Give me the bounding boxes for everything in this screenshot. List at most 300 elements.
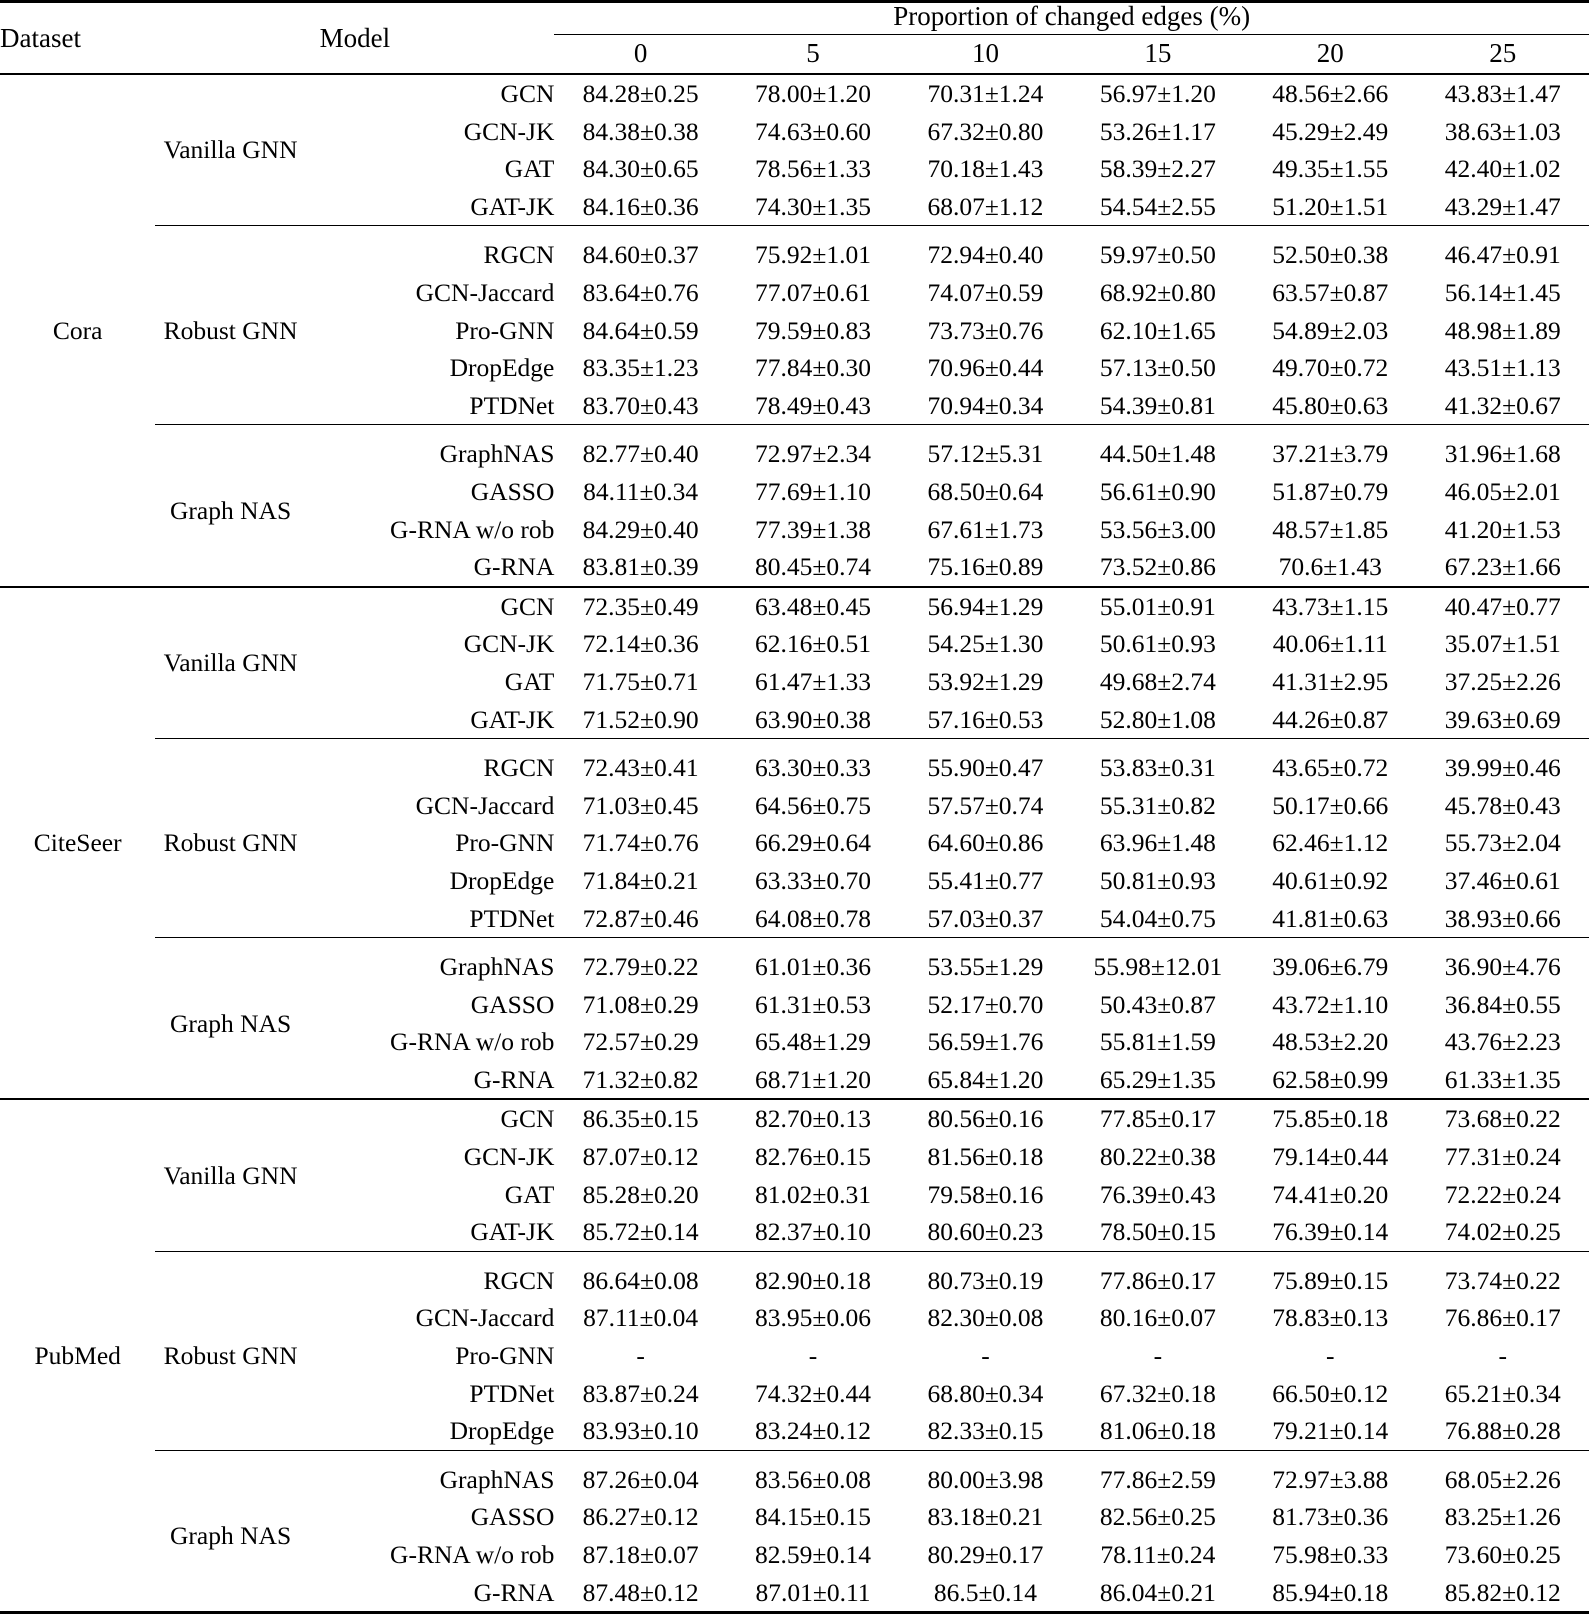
model-label: G-RNA: [306, 1061, 555, 1100]
value-cell: 73.74±0.22: [1417, 1262, 1589, 1300]
value-cell: 80.73±0.19: [899, 1262, 1071, 1300]
value-cell: 63.33±0.70: [727, 862, 899, 900]
value-cell: 84.11±0.34: [554, 473, 726, 511]
value-cell: 64.56±0.75: [727, 787, 899, 825]
value-cell: 75.92±1.01: [727, 236, 899, 274]
value-cell: 72.97±3.88: [1244, 1461, 1416, 1499]
value-cell: 74.07±0.59: [899, 274, 1071, 312]
value-cell: 80.22±0.38: [1072, 1138, 1244, 1176]
value-cell: 72.22±0.24: [1417, 1176, 1589, 1214]
value-cell: 48.53±2.20: [1244, 1023, 1416, 1061]
value-cell: 70.96±0.44: [899, 349, 1071, 387]
value-cell: 67.32±0.18: [1072, 1375, 1244, 1413]
model-label: PTDNet: [306, 387, 555, 425]
value-cell-empty: -: [554, 1337, 726, 1375]
value-cell: 45.80±0.63: [1244, 387, 1416, 425]
value-cell: 75.98±0.33: [1244, 1536, 1416, 1574]
value-cell: 76.39±0.43: [1072, 1176, 1244, 1214]
value-cell: 80.60±0.23: [899, 1213, 1071, 1251]
value-cell: 61.31±0.53: [727, 986, 899, 1024]
value-cell: 54.89±2.03: [1244, 312, 1416, 350]
header-tick-25: 25: [1417, 35, 1589, 75]
value-cell: 68.05±2.26: [1417, 1461, 1589, 1499]
value-cell: 56.14±1.45: [1417, 274, 1589, 312]
value-cell: 41.32±0.67: [1417, 387, 1589, 425]
value-cell: 71.08±0.29: [554, 986, 726, 1024]
value-cell: 56.61±0.90: [1072, 473, 1244, 511]
value-cell: 59.97±0.50: [1072, 236, 1244, 274]
value-cell: 64.08±0.78: [727, 899, 899, 937]
value-cell: 43.73±1.15: [1244, 588, 1416, 626]
value-cell: 62.46±1.12: [1244, 824, 1416, 862]
value-cell: 65.84±1.20: [899, 1061, 1071, 1100]
value-cell: 73.73±0.76: [899, 312, 1071, 350]
value-cell: 81.73±0.36: [1244, 1498, 1416, 1536]
value-cell: 50.61±0.93: [1072, 625, 1244, 663]
value-cell: 80.00±3.98: [899, 1461, 1071, 1499]
value-cell-empty: -: [1417, 1337, 1589, 1375]
value-cell: 37.25±2.26: [1417, 663, 1589, 701]
value-cell: 70.94±0.34: [899, 387, 1071, 425]
value-cell: 71.03±0.45: [554, 787, 726, 825]
value-cell: 78.00±1.20: [727, 75, 899, 113]
value-cell: 56.59±1.76: [899, 1023, 1071, 1061]
value-cell-empty: -: [1072, 1337, 1244, 1375]
model-label: RGCN: [306, 236, 555, 274]
value-cell: 86.35±0.15: [554, 1100, 726, 1138]
model-label: G-RNA w/o rob: [306, 1023, 555, 1061]
model-label: GraphNAS: [306, 435, 555, 473]
value-cell: 58.39±2.27: [1072, 150, 1244, 188]
table-row: [0, 1100, 1589, 1138]
model-label: DropEdge: [306, 349, 555, 387]
value-cell: 79.58±0.16: [899, 1176, 1071, 1214]
value-cell: 81.56±0.18: [899, 1138, 1071, 1176]
value-cell: 53.56±3.00: [1072, 511, 1244, 549]
model-label: GCN-Jaccard: [306, 787, 555, 825]
value-cell: 84.15±0.15: [727, 1498, 899, 1536]
value-cell: 61.47±1.33: [727, 663, 899, 701]
group-label: Vanilla GNN: [155, 588, 305, 739]
value-cell: 74.41±0.20: [1244, 1176, 1416, 1214]
model-label: GASSO: [306, 986, 555, 1024]
value-cell: 76.86±0.17: [1417, 1299, 1589, 1337]
dataset-label-citeseer: CiteSeer: [0, 588, 155, 1100]
value-cell: 75.16±0.89: [899, 548, 1071, 587]
value-cell: 77.39±1.38: [727, 511, 899, 549]
value-cell: 41.20±1.53: [1417, 511, 1589, 549]
value-cell: 80.16±0.07: [1072, 1299, 1244, 1337]
header-tick-20: 20: [1244, 35, 1416, 75]
model-label: GCN: [306, 588, 555, 626]
value-cell: 77.85±0.17: [1072, 1100, 1244, 1138]
value-cell: 73.68±0.22: [1417, 1100, 1589, 1138]
table-row: [0, 749, 1589, 787]
value-cell: 83.93±0.10: [554, 1412, 726, 1450]
model-label: GAT: [306, 1176, 555, 1214]
model-label: RGCN: [306, 1262, 555, 1300]
value-cell: 61.33±1.35: [1417, 1061, 1589, 1100]
value-cell: 63.30±0.33: [727, 749, 899, 787]
table-row: [0, 1461, 1589, 1499]
model-label: G-RNA w/o rob: [306, 511, 555, 549]
value-cell: 83.18±0.21: [899, 1498, 1071, 1536]
value-cell: 63.57±0.87: [1244, 274, 1416, 312]
value-cell: 77.69±1.10: [727, 473, 899, 511]
value-cell: 83.70±0.43: [554, 387, 726, 425]
value-cell: 65.21±0.34: [1417, 1375, 1589, 1413]
value-cell: 39.06±6.79: [1244, 948, 1416, 986]
value-cell: 83.25±1.26: [1417, 1498, 1589, 1536]
model-label: GAT-JK: [306, 1213, 555, 1251]
value-cell: 82.59±0.14: [727, 1536, 899, 1574]
group-label: Vanilla GNN: [155, 1100, 305, 1251]
table-row: [0, 1262, 1589, 1300]
value-cell: 55.98±12.01: [1072, 948, 1244, 986]
value-cell: 43.51±1.13: [1417, 349, 1589, 387]
model-label: G-RNA: [306, 1574, 555, 1613]
value-cell: 73.60±0.25: [1417, 1536, 1589, 1574]
value-cell: 84.16±0.36: [554, 188, 726, 226]
value-cell: 76.88±0.28: [1417, 1412, 1589, 1450]
value-cell: 44.50±1.48: [1072, 435, 1244, 473]
value-cell: 84.30±0.65: [554, 150, 726, 188]
value-cell: 82.76±0.15: [727, 1138, 899, 1176]
value-cell: 68.71±1.20: [727, 1061, 899, 1100]
value-cell: 56.94±1.29: [899, 588, 1071, 626]
value-cell: 31.96±1.68: [1417, 435, 1589, 473]
group-label: Robust GNN: [155, 749, 305, 937]
value-cell: 72.87±0.46: [554, 899, 726, 937]
value-cell: 75.85±0.18: [1244, 1100, 1416, 1138]
group-label: Robust GNN: [155, 1262, 305, 1450]
value-cell: 87.01±0.11: [727, 1574, 899, 1613]
value-cell: 57.12±5.31: [899, 435, 1071, 473]
value-cell: 66.50±0.12: [1244, 1375, 1416, 1413]
value-cell: 68.92±0.80: [1072, 274, 1244, 312]
value-cell: 85.82±0.12: [1417, 1574, 1589, 1613]
value-cell: 48.56±2.66: [1244, 75, 1416, 113]
value-cell: 54.39±0.81: [1072, 387, 1244, 425]
value-cell: 40.06±1.11: [1244, 625, 1416, 663]
value-cell: 70.6±1.43: [1244, 548, 1416, 587]
value-cell: 84.38±0.38: [554, 113, 726, 151]
model-label: GCN: [306, 75, 555, 113]
value-cell: 72.94±0.40: [899, 236, 1071, 274]
header-dataset: Dataset: [0, 3, 155, 74]
value-cell: 67.61±1.73: [899, 511, 1071, 549]
value-cell: 68.50±0.64: [899, 473, 1071, 511]
value-cell: 80.56±0.16: [899, 1100, 1071, 1138]
value-cell: 82.70±0.13: [727, 1100, 899, 1138]
value-cell: 77.86±2.59: [1072, 1461, 1244, 1499]
value-cell-empty: -: [1244, 1337, 1416, 1375]
model-label: PTDNet: [306, 899, 555, 937]
value-cell: 73.52±0.86: [1072, 548, 1244, 587]
value-cell: 62.16±0.51: [727, 625, 899, 663]
value-cell: 38.63±1.03: [1417, 113, 1589, 151]
value-cell: 64.60±0.86: [899, 824, 1071, 862]
value-cell: 72.79±0.22: [554, 948, 726, 986]
value-cell: 76.39±0.14: [1244, 1213, 1416, 1251]
model-label: Pro-GNN: [306, 824, 555, 862]
value-cell: 37.21±3.79: [1244, 435, 1416, 473]
value-cell: 57.57±0.74: [899, 787, 1071, 825]
value-cell: 43.29±1.47: [1417, 188, 1589, 226]
value-cell: 55.81±1.59: [1072, 1023, 1244, 1061]
value-cell: 55.73±2.04: [1417, 824, 1589, 862]
value-cell: 39.63±0.69: [1417, 701, 1589, 739]
model-label: GraphNAS: [306, 948, 555, 986]
value-cell: 70.31±1.24: [899, 75, 1071, 113]
value-cell: 72.43±0.41: [554, 749, 726, 787]
value-cell: 80.29±0.17: [899, 1536, 1071, 1574]
value-cell: 71.84±0.21: [554, 862, 726, 900]
value-cell: 57.03±0.37: [899, 899, 1071, 937]
value-cell: 51.87±0.79: [1244, 473, 1416, 511]
value-cell: 87.26±0.04: [554, 1461, 726, 1499]
dataset-label-cora: Cora: [0, 75, 155, 587]
header-tick-0: 0: [554, 35, 726, 75]
value-cell: 48.57±1.85: [1244, 511, 1416, 549]
value-cell: 62.10±1.65: [1072, 312, 1244, 350]
value-cell: 84.64±0.59: [554, 312, 726, 350]
model-label: GAT: [306, 663, 555, 701]
value-cell: 74.32±0.44: [727, 1375, 899, 1413]
value-cell: 55.31±0.82: [1072, 787, 1244, 825]
dataset-label-pubmed: PubMed: [0, 1100, 155, 1612]
value-cell: 77.07±0.61: [727, 274, 899, 312]
value-cell: 44.26±0.87: [1244, 701, 1416, 739]
group-label: Robust GNN: [155, 236, 305, 424]
value-cell: 66.29±0.64: [727, 824, 899, 862]
value-cell: 81.02±0.31: [727, 1176, 899, 1214]
value-cell: 77.84±0.30: [727, 349, 899, 387]
value-cell: 87.07±0.12: [554, 1138, 726, 1176]
value-cell-empty: -: [899, 1337, 1071, 1375]
value-cell: 79.59±0.83: [727, 312, 899, 350]
value-cell: 55.01±0.91: [1072, 588, 1244, 626]
value-cell: 43.72±1.10: [1244, 986, 1416, 1024]
value-cell: 57.16±0.53: [899, 701, 1071, 739]
value-cell: 39.99±0.46: [1417, 749, 1589, 787]
value-cell: 85.28±0.20: [554, 1176, 726, 1214]
value-cell: 36.90±4.76: [1417, 948, 1589, 986]
value-cell: 82.77±0.40: [554, 435, 726, 473]
value-cell: 83.87±0.24: [554, 1375, 726, 1413]
model-label: Pro-GNN: [306, 312, 555, 350]
value-cell: 82.37±0.10: [727, 1213, 899, 1251]
header-tick-5: 5: [727, 35, 899, 75]
value-cell: 49.35±1.55: [1244, 150, 1416, 188]
value-cell: 67.23±1.66: [1417, 548, 1589, 587]
value-cell: 68.80±0.34: [899, 1375, 1071, 1413]
model-label: RGCN: [306, 749, 555, 787]
value-cell: 50.81±0.93: [1072, 862, 1244, 900]
value-cell: 81.06±0.18: [1072, 1412, 1244, 1450]
value-cell: 83.64±0.76: [554, 274, 726, 312]
value-cell: 86.5±0.14: [899, 1574, 1071, 1613]
value-cell: 41.81±0.63: [1244, 899, 1416, 937]
value-cell: 61.01±0.36: [727, 948, 899, 986]
table-row: [0, 435, 1589, 473]
value-cell: 80.45±0.74: [727, 548, 899, 587]
model-label: GCN-JK: [306, 1138, 555, 1176]
value-cell: 40.61±0.92: [1244, 862, 1416, 900]
table-row: [0, 75, 1589, 113]
value-cell: 67.32±0.80: [899, 113, 1071, 151]
value-cell: 65.48±1.29: [727, 1023, 899, 1061]
value-cell: 78.83±0.13: [1244, 1299, 1416, 1337]
value-cell: 85.94±0.18: [1244, 1574, 1416, 1613]
value-cell: 72.35±0.49: [554, 588, 726, 626]
model-label: GCN-Jaccard: [306, 274, 555, 312]
value-cell: 86.04±0.21: [1072, 1574, 1244, 1613]
model-label: GAT: [306, 150, 555, 188]
model-label: DropEdge: [306, 862, 555, 900]
value-cell: 35.07±1.51: [1417, 625, 1589, 663]
value-cell: 74.02±0.25: [1417, 1213, 1589, 1251]
value-cell: 82.33±0.15: [899, 1412, 1071, 1450]
value-cell: 78.50±0.15: [1072, 1213, 1244, 1251]
value-cell: 52.17±0.70: [899, 986, 1071, 1024]
value-cell: 72.14±0.36: [554, 625, 726, 663]
value-cell: 78.11±0.24: [1072, 1536, 1244, 1574]
model-label: GASSO: [306, 473, 555, 511]
model-label: Pro-GNN: [306, 1337, 555, 1375]
group-label: Graph NAS: [155, 948, 305, 1099]
group-label: Graph NAS: [155, 1461, 305, 1613]
table-row: [0, 588, 1589, 626]
value-cell: 83.81±0.39: [554, 548, 726, 587]
value-cell: 71.74±0.76: [554, 824, 726, 862]
value-cell: 53.83±0.31: [1072, 749, 1244, 787]
value-cell: 72.57±0.29: [554, 1023, 726, 1061]
value-cell: 48.98±1.89: [1417, 312, 1589, 350]
value-cell: 74.63±0.60: [727, 113, 899, 151]
value-cell: 87.18±0.07: [554, 1536, 726, 1574]
value-cell: 38.93±0.66: [1417, 899, 1589, 937]
model-label: GraphNAS: [306, 1461, 555, 1499]
group-label: Graph NAS: [155, 435, 305, 586]
value-cell: 84.28±0.25: [554, 75, 726, 113]
value-cell: 41.31±2.95: [1244, 663, 1416, 701]
model-label: DropEdge: [306, 1412, 555, 1450]
value-cell: 83.24±0.12: [727, 1412, 899, 1450]
value-cell: 79.21±0.14: [1244, 1412, 1416, 1450]
value-cell: 55.41±0.77: [899, 862, 1071, 900]
value-cell: 49.68±2.74: [1072, 663, 1244, 701]
value-cell: 55.90±0.47: [899, 749, 1071, 787]
model-label: GCN-JK: [306, 625, 555, 663]
value-cell: 42.40±1.02: [1417, 150, 1589, 188]
value-cell: 82.30±0.08: [899, 1299, 1071, 1337]
value-cell: 52.80±1.08: [1072, 701, 1244, 739]
value-cell: 83.35±1.23: [554, 349, 726, 387]
value-cell: 54.04±0.75: [1072, 899, 1244, 937]
value-cell: 45.29±2.49: [1244, 113, 1416, 151]
model-label: GCN: [306, 1100, 555, 1138]
value-cell: 68.07±1.12: [899, 188, 1071, 226]
model-label: GASSO: [306, 1498, 555, 1536]
value-cell: 57.13±0.50: [1072, 349, 1244, 387]
value-cell: 85.72±0.14: [554, 1213, 726, 1251]
value-cell: 51.20±1.51: [1244, 188, 1416, 226]
value-cell: 63.90±0.38: [727, 701, 899, 739]
value-cell: 53.92±1.29: [899, 663, 1071, 701]
value-cell: 63.48±0.45: [727, 588, 899, 626]
header-model: Model: [155, 3, 554, 74]
value-cell: 54.54±2.55: [1072, 188, 1244, 226]
value-cell: 83.95±0.06: [727, 1299, 899, 1337]
value-cell: 43.76±2.23: [1417, 1023, 1589, 1061]
value-cell: 56.97±1.20: [1072, 75, 1244, 113]
table-row: [0, 236, 1589, 274]
model-label: GAT-JK: [306, 188, 555, 226]
value-cell: 70.18±1.43: [899, 150, 1071, 188]
value-cell: 54.25±1.30: [899, 625, 1071, 663]
value-cell: 40.47±0.77: [1417, 588, 1589, 626]
value-cell: 52.50±0.38: [1244, 236, 1416, 274]
value-cell: 50.17±0.66: [1244, 787, 1416, 825]
value-cell: 82.56±0.25: [1072, 1498, 1244, 1536]
header-tick-15: 15: [1072, 35, 1244, 75]
value-cell: 72.97±2.34: [727, 435, 899, 473]
value-cell: 45.78±0.43: [1417, 787, 1589, 825]
value-cell: 84.60±0.37: [554, 236, 726, 274]
value-cell: 36.84±0.55: [1417, 986, 1589, 1024]
value-cell: 37.46±0.61: [1417, 862, 1589, 900]
model-label: G-RNA w/o rob: [306, 1536, 555, 1574]
value-cell: 77.31±0.24: [1417, 1138, 1589, 1176]
model-label: G-RNA: [306, 548, 555, 587]
value-cell: 79.14±0.44: [1244, 1138, 1416, 1176]
model-label: GAT-JK: [306, 701, 555, 739]
value-cell: 87.11±0.04: [554, 1299, 726, 1337]
value-cell: 83.56±0.08: [727, 1461, 899, 1499]
value-cell: 77.86±0.17: [1072, 1262, 1244, 1300]
value-cell: 43.65±0.72: [1244, 749, 1416, 787]
group-label: Vanilla GNN: [155, 75, 305, 226]
header-tick-10: 10: [899, 35, 1071, 75]
value-cell: 84.29±0.40: [554, 511, 726, 549]
value-cell: 53.26±1.17: [1072, 113, 1244, 151]
value-cell: 87.48±0.12: [554, 1574, 726, 1613]
value-cell: 78.49±0.43: [727, 387, 899, 425]
value-cell: 49.70±0.72: [1244, 349, 1416, 387]
value-cell: 46.47±0.91: [1417, 236, 1589, 274]
model-label: GCN-Jaccard: [306, 1299, 555, 1337]
value-cell: 43.83±1.47: [1417, 75, 1589, 113]
model-label: PTDNet: [306, 1375, 555, 1413]
value-cell: 86.64±0.08: [554, 1262, 726, 1300]
model-label: GCN-JK: [306, 113, 555, 151]
value-cell: 62.58±0.99: [1244, 1061, 1416, 1100]
value-cell: 71.32±0.82: [554, 1061, 726, 1100]
value-cell: 86.27±0.12: [554, 1498, 726, 1536]
value-cell: 82.90±0.18: [727, 1262, 899, 1300]
value-cell: 65.29±1.35: [1072, 1061, 1244, 1100]
value-cell: 63.96±1.48: [1072, 824, 1244, 862]
value-cell: 50.43±0.87: [1072, 986, 1244, 1024]
value-cell: 46.05±2.01: [1417, 473, 1589, 511]
value-cell: 74.30±1.35: [727, 188, 899, 226]
value-cell: 71.52±0.90: [554, 701, 726, 739]
value-cell: 53.55±1.29: [899, 948, 1071, 986]
value-cell: 75.89±0.15: [1244, 1262, 1416, 1300]
value-cell: 71.75±0.71: [554, 663, 726, 701]
table-row: [0, 948, 1589, 986]
